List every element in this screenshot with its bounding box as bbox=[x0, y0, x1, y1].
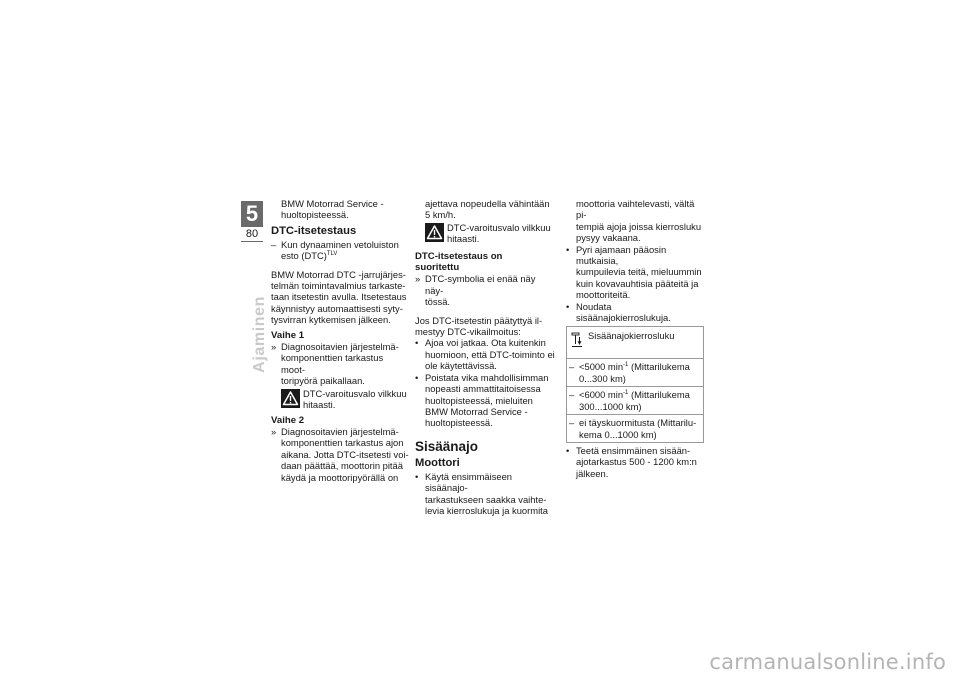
row-text: (Mittarilukema bbox=[628, 389, 690, 401]
bullet-marker: • bbox=[415, 337, 419, 349]
column-2 bbox=[415, 198, 555, 516]
bullet-marker: • bbox=[566, 300, 570, 312]
bullet-marker: • bbox=[566, 444, 570, 456]
dash-marker: – bbox=[569, 417, 575, 429]
item-line: komponenttien tarkastus moot- bbox=[281, 352, 384, 375]
dash-marker: – bbox=[271, 238, 277, 250]
dtc-warning-icon bbox=[281, 389, 300, 408]
dtc-paragraph bbox=[271, 269, 409, 326]
dash-marker: – bbox=[569, 389, 575, 401]
list-item bbox=[566, 244, 704, 301]
item-line: esto (DTC) bbox=[281, 250, 327, 262]
item-line: Teetä ensimmäinen sisään- bbox=[576, 444, 691, 456]
after-paragraph bbox=[415, 315, 555, 338]
dtc-heading: DTC-itsetestaus bbox=[271, 224, 357, 237]
list-item bbox=[566, 301, 704, 324]
item-line: aikana. Jotta DTC-itsetesti voi- bbox=[281, 448, 409, 460]
para-line: taan itsetestin avulla. Itsetestaus bbox=[271, 291, 407, 303]
item-line: huoltopisteessä, mieluiten bbox=[425, 394, 533, 406]
heading-line: suoritettu bbox=[415, 262, 460, 274]
para-line: BMW Motorrad DTC -jarrujärjes- bbox=[271, 268, 406, 280]
item-line: tempiä ajoja joissa kierrosluku bbox=[576, 220, 702, 232]
bullet-marker: • bbox=[415, 371, 419, 383]
item-line: moottoria vaihtelevasti, vältä pi- bbox=[576, 198, 695, 221]
item-line: Kun dynaaminen vetoluiston bbox=[281, 238, 399, 250]
item-line: käydä ja moottoripyörällä on bbox=[281, 471, 399, 483]
engine-heading: Moottori bbox=[415, 456, 460, 469]
table-header bbox=[567, 327, 703, 358]
chapter-divider bbox=[241, 241, 263, 242]
table-row bbox=[567, 414, 703, 442]
row-text: kema 0...1000 km) bbox=[579, 428, 657, 440]
watermark: carmanualsonline.info bbox=[709, 650, 946, 674]
bullet-marker: • bbox=[566, 243, 570, 255]
item-line: pysyy vakaana. bbox=[576, 232, 641, 244]
item-line: toripyörä paikallaan. bbox=[281, 375, 365, 387]
step-marker: » bbox=[271, 425, 277, 437]
dtc-warning-icon bbox=[425, 223, 444, 242]
list-item bbox=[415, 337, 555, 371]
item-line: BMW Motorrad Service - bbox=[425, 405, 528, 417]
warning-line: DTC-varoitusvalo vilkkuu bbox=[303, 387, 407, 399]
para-line: mestyy DTC-vikailmoitus: bbox=[415, 326, 521, 338]
item-line: Diagnosoitavien järjestelmä- bbox=[281, 341, 399, 353]
done-heading bbox=[415, 251, 555, 274]
bullet-marker: • bbox=[415, 470, 419, 482]
item-line: ajotarkastus 500 - 1200 km:n bbox=[576, 456, 697, 468]
item-line: jälkeen. bbox=[576, 467, 609, 479]
list-item bbox=[415, 273, 555, 307]
item-line: huomioon, että DTC-toiminto ei bbox=[425, 348, 555, 360]
para-line: telmän toimintavalmius tarkaste- bbox=[271, 280, 406, 292]
list-item bbox=[566, 445, 704, 479]
row-text: ei täyskuormitusta (Mittarilu- bbox=[579, 417, 697, 429]
item-line: levia kierroslukuja ja kuormita bbox=[425, 504, 548, 516]
vaihe-2-heading: Vaihe 2 bbox=[271, 414, 305, 426]
dash-marker: – bbox=[569, 361, 575, 373]
vaihe-1-heading: Vaihe 1 bbox=[271, 329, 305, 341]
warning-line: hitaasti. bbox=[447, 233, 480, 245]
row-text: <6000 min bbox=[579, 389, 624, 401]
item-line: daan päättää, moottorin pitää bbox=[281, 460, 403, 472]
step-marker: » bbox=[271, 341, 277, 353]
item-line: komponenttien tarkastus ajon bbox=[281, 437, 404, 449]
item-line: moottoriteitä. bbox=[576, 289, 631, 301]
item-line: Käytä ensimmäiseen sisäänajo- bbox=[425, 470, 513, 494]
intro-line: BMW Motorrad Service - bbox=[281, 198, 384, 209]
item-line: 5 km/h. bbox=[425, 209, 456, 221]
warning-line: DTC-varoitusvalo vilkkuu bbox=[447, 221, 551, 233]
row-superscript: -1 bbox=[623, 362, 629, 369]
warning-note bbox=[425, 222, 555, 245]
item-line: huoltopisteessä. bbox=[425, 417, 493, 429]
row-text: <5000 min bbox=[579, 361, 624, 373]
item-line: Poistata vika mahdollisimman bbox=[425, 371, 549, 383]
warning-line: hitaasti. bbox=[303, 399, 336, 411]
tlv-superscript: TLV bbox=[326, 251, 338, 258]
list-item bbox=[271, 239, 409, 262]
item-line: kumpuilevia teitä, mieluummin bbox=[576, 266, 702, 278]
list-item bbox=[271, 341, 409, 387]
para-line: käynnistyy automaattisesti syty- bbox=[271, 302, 403, 314]
heading-line: DTC-itsetestaus on bbox=[415, 250, 503, 262]
warning-note bbox=[281, 388, 409, 411]
chapter-number: 5 bbox=[245, 201, 259, 226]
step-marker: » bbox=[415, 273, 421, 285]
section-heading: Sisäänajo bbox=[415, 438, 479, 454]
table-row bbox=[567, 386, 703, 414]
item-line: kuin kovavauhtisia pääteitä ja bbox=[576, 277, 699, 289]
item-line: tarkastukseen saakka vaihte- bbox=[425, 493, 547, 505]
list-item bbox=[271, 426, 409, 483]
table-header-label: Sisäänajokierrosluku bbox=[588, 330, 675, 342]
list-item bbox=[415, 471, 555, 517]
item-line: DTC-symbolia ei enää näy näy- bbox=[425, 273, 536, 296]
row-text: (Mittarilukema bbox=[628, 361, 690, 373]
item-line: nopeasti ammattitaitoisessa bbox=[425, 383, 541, 395]
para-line: Jos DTC-itsetestin päätyttyä il- bbox=[415, 314, 543, 326]
row-superscript: -1 bbox=[623, 390, 629, 397]
intro-line: huoltopisteessä. bbox=[281, 209, 349, 221]
item-line: Ajoa voi jatkaa. Ota kuitenkin bbox=[425, 337, 546, 349]
item-line: Pyri ajamaan pääosin mutkaisia, bbox=[576, 243, 667, 267]
row-text: 300...1000 km) bbox=[579, 400, 642, 412]
item-line: ajettava nopeudella vähintään bbox=[425, 198, 550, 209]
column-1 bbox=[271, 198, 409, 483]
tachometer-icon bbox=[571, 332, 583, 350]
table-row bbox=[567, 358, 703, 386]
item-line: Diagnosoitavien järjestelmä- bbox=[281, 425, 399, 437]
list-item bbox=[415, 372, 555, 429]
item-line: tössä. bbox=[425, 296, 451, 308]
break-in-table bbox=[566, 326, 704, 442]
row-text: 0...300 km) bbox=[579, 372, 626, 384]
para-line: tysvirran kytkemisen jälkeen. bbox=[271, 314, 391, 326]
item-line: ole käytettävissä. bbox=[425, 360, 497, 372]
page-number: 80 bbox=[245, 228, 259, 240]
column-3 bbox=[566, 198, 704, 479]
chapter-title: Ajaminen bbox=[251, 296, 268, 373]
item-line: Noudata sisäänajokierroslukuja. bbox=[576, 300, 671, 324]
